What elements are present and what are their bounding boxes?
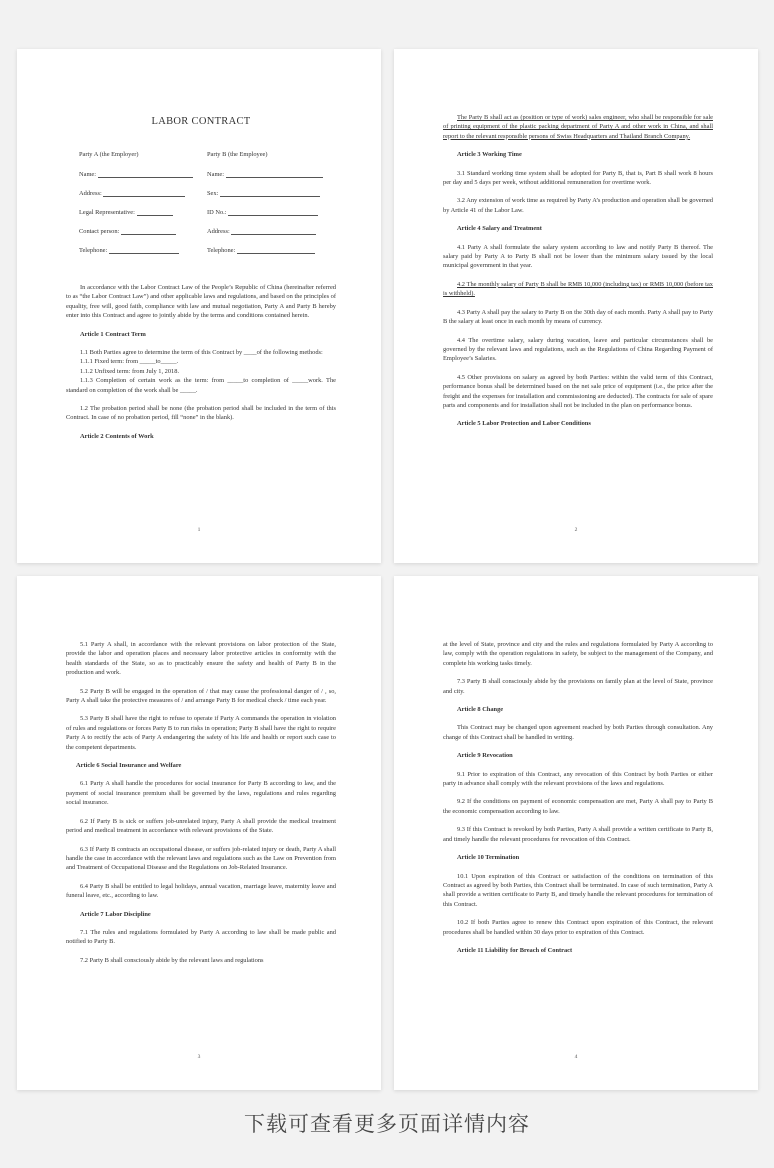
article-11-heading: Article 11 Liability for Breach of Contract [457,946,573,954]
party-a-label: Party A (the Employer) [79,151,139,158]
clause-3-1: 3.1 Standard working time system shall be adopted for Party B, that is, Part B shall work 8 hours per day and 5 days per week, without additional remuneration for overtime work. [443,169,713,187]
blank-line [109,246,179,254]
clause-1-1-3: 1.1.3 Completion of certain work as the term: from _____to completion of _____work. The standard on completion of the work shall be _____. [66,377,336,394]
clause-4-4: 4.4 The overtime salary, salary during vacation, leave and particular circumstances shall be governed by the relevant laws and regulations, such as the Regulations of China Regarding Payment of Employee’s Salaries. [443,336,713,363]
blank-line [220,189,320,197]
blank-line [121,227,176,235]
blank-line [226,170,323,178]
clause-9-2: 9.2 If the conditions on payment of economic compensation are met, Party A shall pay to Party B the economic compensation according to law. [443,798,713,815]
download-prompt-text: 下载可查看更多页面详情内容 [244,1112,530,1136]
clause-6-3: 6.3 If Party B contracts an occupational disease, or suffers job-related injury or death, Party A shall handle the case in accordance with the relevant laws and regulations such as the Law on Prevention from and Treatment of Occupational Disease and the Regulations on Job-Related Insurance. [66,845,336,872]
page-number: 1 [197,527,201,533]
party-b-sex-label: Sex: [207,190,219,197]
clause-7-1: 7.1 The rules and regulations formulated by Party A according to law shall be made public and notified to Party B. [66,928,336,946]
clause-7-3: 7.3 Party B shall consciously abide by the provisions on family plan at the level of State, province and city. [443,678,713,695]
article-10-heading: Article 10 Termination [457,854,520,862]
intro-paragraph: In accordance with the Labor Contract Law of the People’s Republic of China (hereinafter referred to as “the Labor Contract Law”) and other applicable laws and regulations, and based on the principles of equality, free will, good faith, compliance with law and mutual negotiation, Party A and Party B hereby enter into this Contract and agree to jointly abide by the terms and conditions contained herein. [66,284,336,320]
article-2-text: The Party B shall act as (position or type of work) sales engineer, who shall be responsible for sale of printing equipment of the plastic packing department of Party A and other work in China, and shall report to the relevant responsible persons of Swiss Headquarters and Thailand Branch Company. [443,114,713,140]
clause-7-2: 7.2 Party B shall consciously abide by the relevant laws and regulations [80,956,264,964]
party-a-name-label: Name: [79,171,97,178]
clause-1-1-1: 1.1.1 Fixed term: from _____to_____. [80,358,179,366]
clause-9-3: 9.3 If this Contract is revoked by both Parties, Party A shall provide a written certificate to Party B, and timely handle the relevant procedures for revocation of this Contract. [443,826,713,843]
clause-5-2: 5.2 Party B will be engaged in the operation of / that may cause the professional danger of / , so, Party A shall take the protective measures of / and arrange Party B for medical check / time each year. [66,687,336,705]
party-b-name-label: Name: [207,171,225,178]
clause-6-4: 6.4 Party B shall be entitled to legal holidays, annual vacation, marriage leave, maternity leave and funeral leave, etc., according to law. [66,882,336,900]
clause-4-3: 4.3 Party A shall pay the salary to Party B on the 30th day of each month. Party A shall pay to Party B the salary at least once in each month by means of currency. [443,308,713,326]
party-fields [79,151,335,265]
clause-5-1: 5.1 Party A shall, in accordance with the relevant provisions on labor protection of the State, provide the labor and operation places and necessary labor protective articles in conformity with the health standards of the State, so as to practicably ensure the safety and health of Party B in the production and work. [66,641,336,677]
party-b-address-label: Address: [207,228,230,235]
party-a-legal-rep-label: Legal Representative: [79,209,135,216]
party-b-telephone-label: Telephone: [207,247,236,254]
clause-1-1: 1.1 Both Parties agree to determine the term of this Contract by ____of the following methods: [80,349,323,357]
article-2-heading: Article 2 Contents of Work [80,432,154,440]
clause-9-1: 9.1 Prior to expiration of this Contract, any revocation of this Contract by both Parties or either party in advance shall comply with the relevant provisions of the laws and regulations. [443,770,713,788]
blank-line [237,246,315,254]
page-number: 3 [197,1054,201,1060]
clause-1-2: 1.2 The probation period shall be none (the probation period shall be included in the term of this Contract. In case of no probation period, fill “none” in the blank). [66,405,336,422]
contract-page-2 [394,49,758,563]
clause-6-1: 6.1 Party A shall handle the procedures for social insurance for Party B according to law, and the payment of social insurance premium shall be governed by the laws, regulations and rules regarding social insurance. [66,780,336,807]
party-a-address-label: Address: [79,190,102,197]
article-6-heading: Article 6 Social Insurance and Welfare [76,762,182,770]
article-3-heading: Article 3 Working Time [457,151,522,159]
blank-line [137,208,173,216]
clause-6-2: 6.2 If Party B is sick or suffers job-unrelated injury, Party A shall provide the medical treatment period and medical treatment in accordance with relevant provisions of the State. [66,817,336,835]
clause-5-3: 5.3 Party B shall have the right to refuse to operate if Party A commands the operation in violation of rules and regulations or forces Party B to run risks in operation; Party B shall have the right to require Party A to rectify the acts of Party A endangering the safety of his life and health or report such case to the competent departments. [66,715,336,751]
article-4-heading: Article 4 Salary and Treatment [457,225,542,233]
clause-4-5: 4.5 Other provisions on salary as agreed by both Parties: within the valid term of this Contract, performance bonus shall be determined based on the net sale price of equipment (i.e., the price after the freight and the expenses for installation and commissioning are deducted). The contracts for sale of spare parts and components and for installation shall not be included in the plan on performance bonus. [443,373,713,409]
clause-3-2: 3.2 Any extension of work time as required by Party A’s production and operation shall be governed by Article 41 of the Labor Law. [443,197,713,214]
blank-line [103,189,185,197]
continued-text: at the level of State, province and city and the rules and regulations formulated by Party A according to law, comply with the operation regulations in safety, be subject to the management of the Company, and complete his working tasks timely. [443,641,713,667]
page-number: 2 [574,527,578,533]
clause-1-1-2: 1.1.2 Unfixed term: from July 1, 2018. [80,367,180,375]
blank-line [231,227,316,235]
article-7-heading: Article 7 Labor Discipline [80,910,151,918]
article-9-heading: Article 9 Revocation [457,752,513,760]
party-b-label: Party B (the Employee) [207,151,268,158]
blank-line [98,170,193,178]
party-a-telephone-label: Telephone: [79,247,108,254]
contract-page-4 [394,576,758,1090]
page-title: LABOR CONTRACT [151,116,251,127]
article-5-heading: Article 5 Labor Protection and Labor Conditions [457,420,591,428]
clause-10-2: 10.2 If both Parties agree to renew this Contract upon expiration of this Contract, the relevant procedures shall be handled within 30 days prior to expiration of this Contract. [443,919,713,936]
article-1-heading: Article 1 Contract Term [80,330,146,338]
party-b-id-label: ID No.: [207,209,227,216]
clause-4-1: 4.1 Party A shall formulate the salary system according to law and notify Party B thereof. The salary paid by Party A to Party B shall not be lower than the minimum salary issued by the local municipal government in that year. [443,243,713,270]
contract-page-1 [17,49,381,563]
contract-page-3 [17,576,381,1090]
clause-10-1: 10.1 Upon expiration of this Contract or satisfaction of the conditions on termination of this Contract as agreed by both Parties, this Contract shall be terminated. In case of such termination, Party A shall provide a written certificate to Party B, and timely handle the relevant procedures for termination of this Contract. [443,872,713,908]
party-a-contact-label: Contact person: [79,228,120,235]
clause-4-2: 4.2 The monthly salary of Party B shall be RMB 10,000 (including tax) or RMB 10,000 (before tax is withheld). [443,280,713,298]
page-number: 4 [574,1054,578,1060]
article-8-heading: Article 8 Change [457,706,504,714]
blank-line [228,208,318,216]
article-8-text: This Contract may be changed upon agreement reached by both Parties through consultation. Any change of this Contract shall be handled in writing. [443,724,713,741]
